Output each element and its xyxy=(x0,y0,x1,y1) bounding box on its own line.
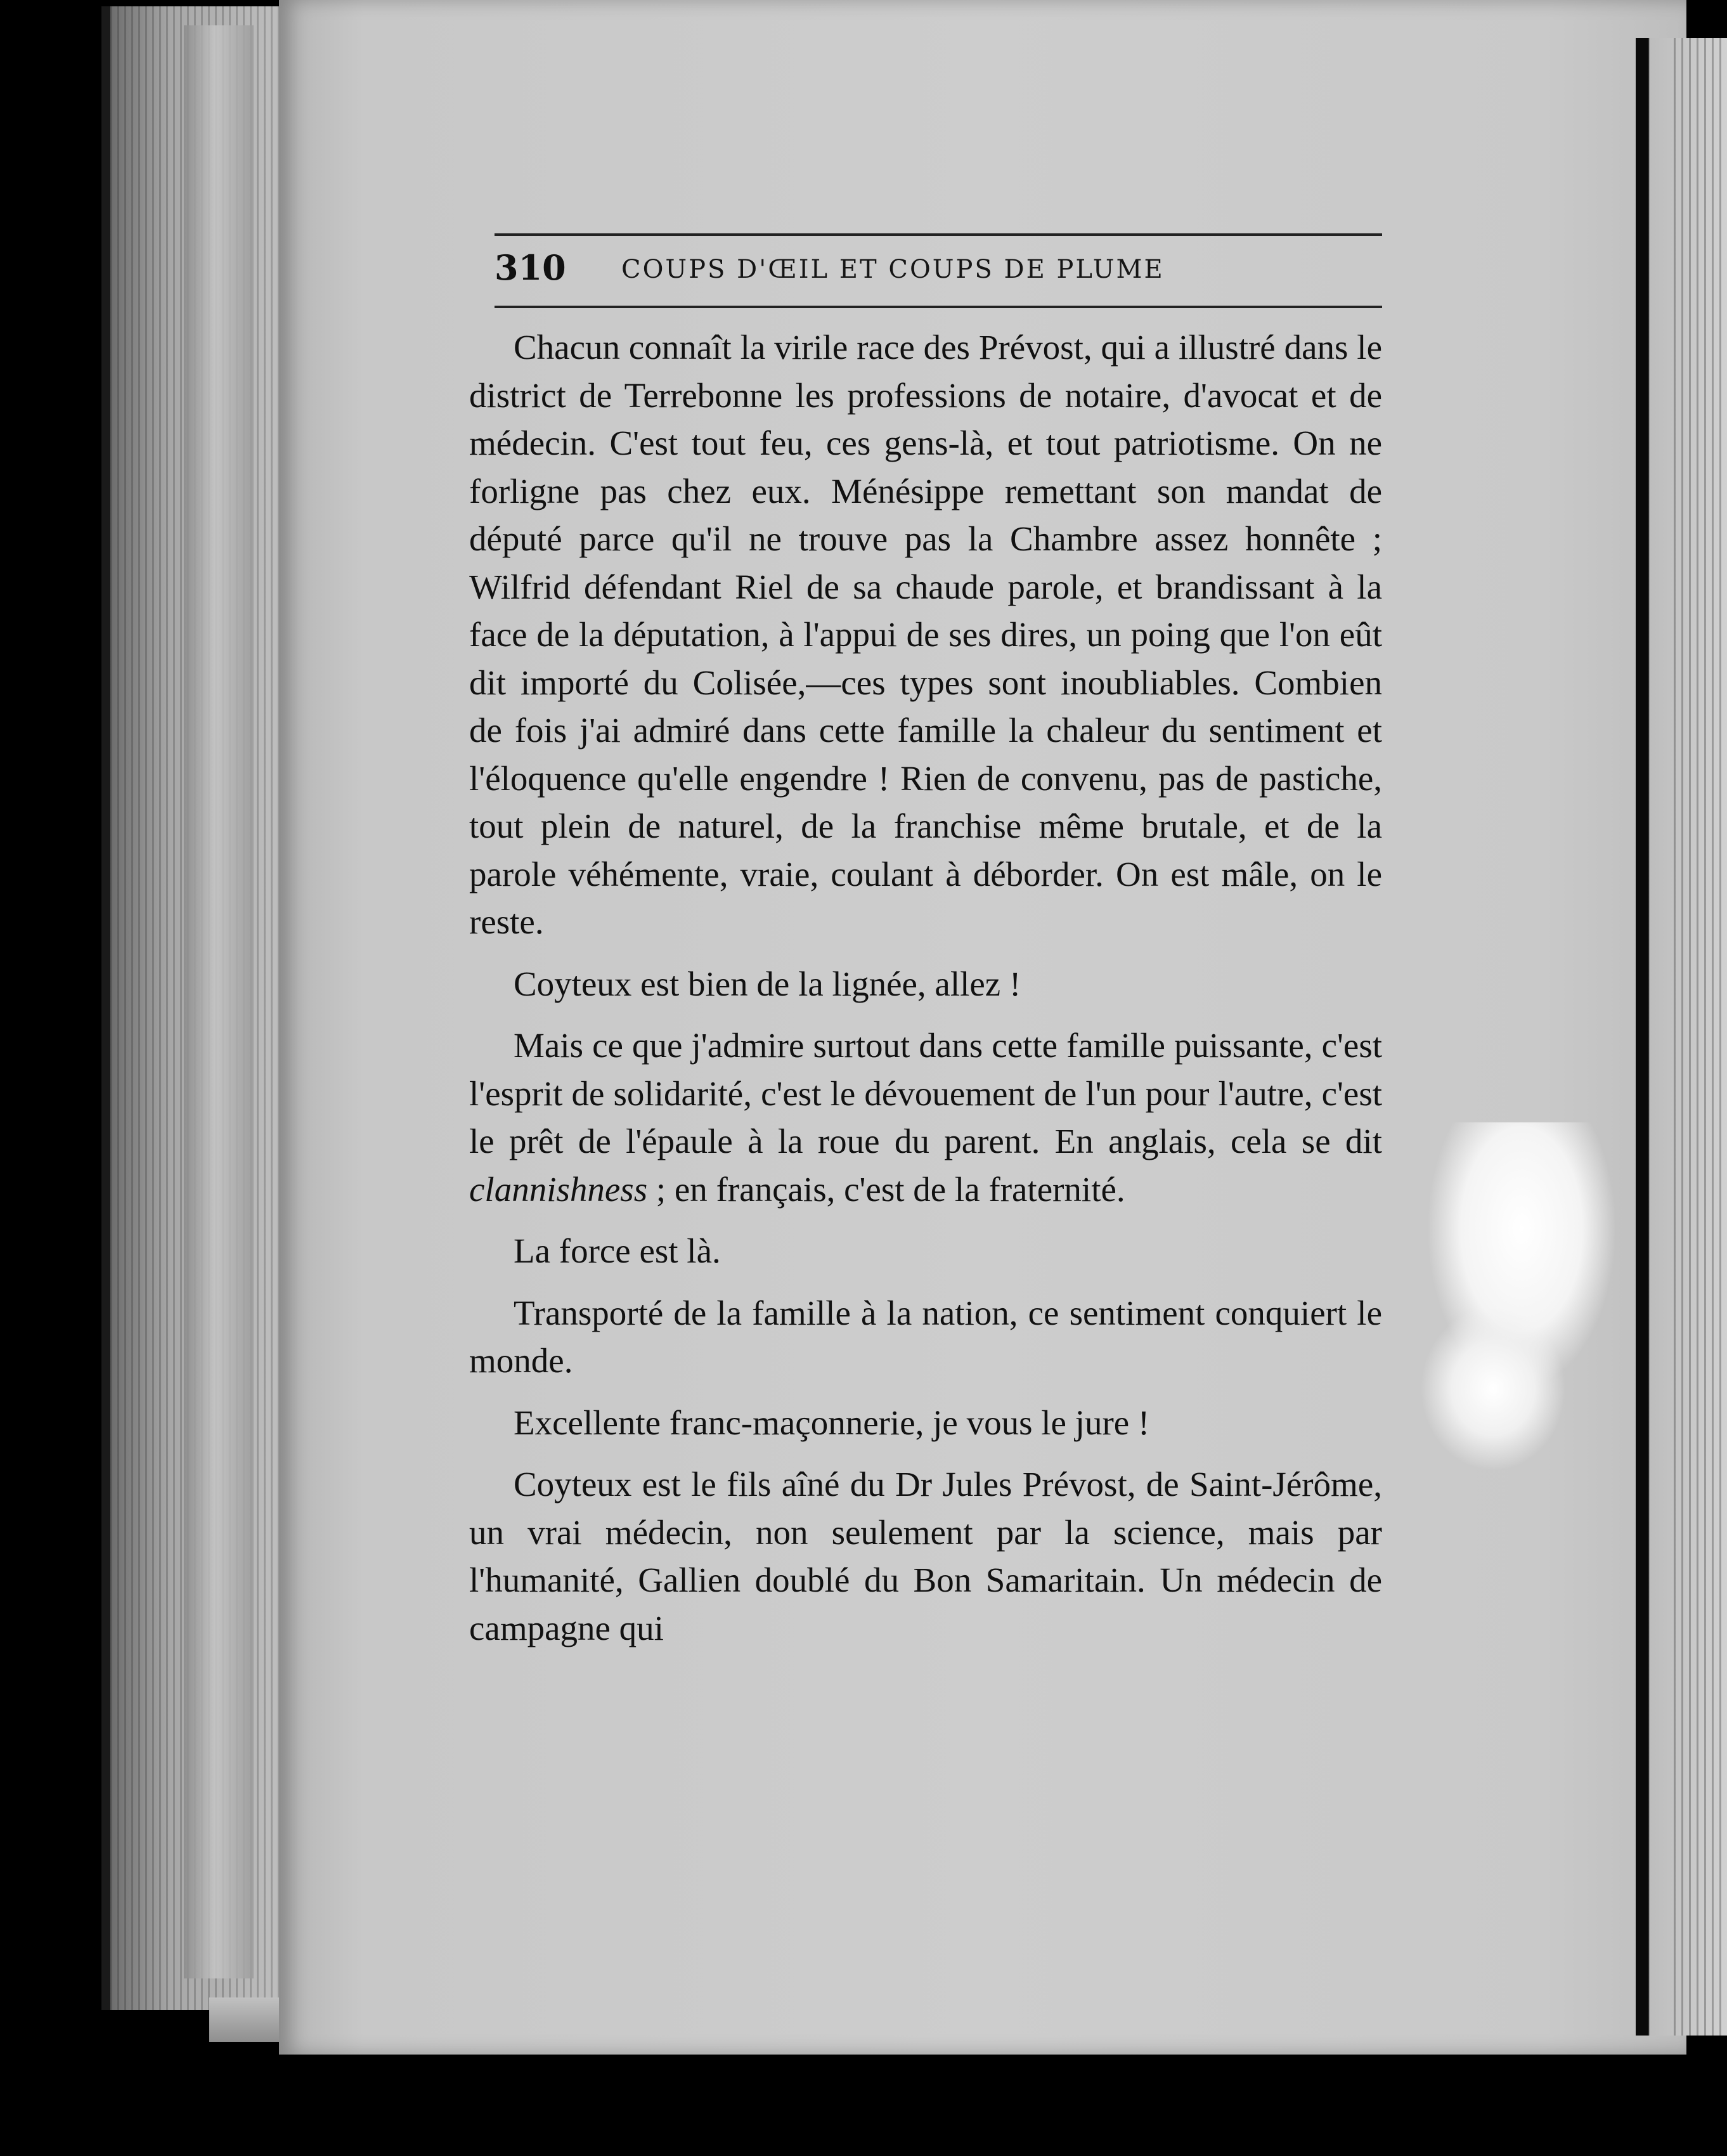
paragraph: Coyteux est le fils aîné du Dr Jules Prévost, de Saint-Jérôme, un vrai médecin, non seulement par la science, mais par l'humanité, Gallien doublé du Bon Samaritain. Un médecin de campagne qui xyxy=(469,1465,1382,1647)
paragraph: La force est là. xyxy=(514,1231,721,1270)
page-number: 310 xyxy=(495,247,566,288)
book-page-edges-highlight xyxy=(184,25,254,1978)
paragraph-text: Mais ce que j'admire surtout dans cette famille puissante, c'est l'esprit de solidarité, c'est le dévouement de l'un pour l'autre, c'est le prêt de l'épaule à la roue du parent. En anglais, cela se dit xyxy=(469,1026,1382,1160)
paragraph-text: ; en français, c'est de la fraternité. xyxy=(647,1169,1125,1209)
paragraph xyxy=(469,1022,1382,1213)
body-text xyxy=(469,323,1382,1666)
header-rule xyxy=(495,233,1382,236)
paragraph: Chacun connaît la virile race des Prévost, qui a illustré dans le district de Terrebonne les professions de notaire, d'avocat et de médecin. C'est tout feu, ces gens-là, et tout patriotisme. On ne forligne pas chez eux. Ménésippe remettant son mandat de député parce qu'il ne trouve pas la Chambre assez honnête ; Wilfrid défendant Riel de sa chaude parole, et brandissant à la face de la députation, à l'appui de ses dires, un poing que l'on eût dit importé du Colisée,—ces types sont inoubliables. Combien de fois j'ai admiré dans cette famille la chaleur du sentiment et l'éloquence qu'elle engendre ! Rien de convenu, pas de pastiche, tout plein de naturel, de la franchise même brutale, et de la parole véhémente, vraie, coulant à déborder. On est mâle, on le reste. xyxy=(469,328,1382,941)
paragraph: Transporté de la famille à la nation, ce sentiment conquiert le monde. xyxy=(469,1293,1382,1380)
italic-term: clannishness xyxy=(469,1169,648,1209)
facing-page-shadow xyxy=(1674,38,1727,2036)
paragraph: Excellente franc-maçonnerie, je vous le jure ! xyxy=(514,1403,1150,1442)
running-title: COUPS D'ŒIL ET COUPS DE PLUME xyxy=(621,255,1165,284)
running-head xyxy=(495,241,1382,292)
header-rule xyxy=(495,306,1382,308)
paper-damage-spot xyxy=(1420,1306,1566,1471)
paragraph: Coyteux est bien de la lignée, allez ! xyxy=(514,964,1021,1003)
